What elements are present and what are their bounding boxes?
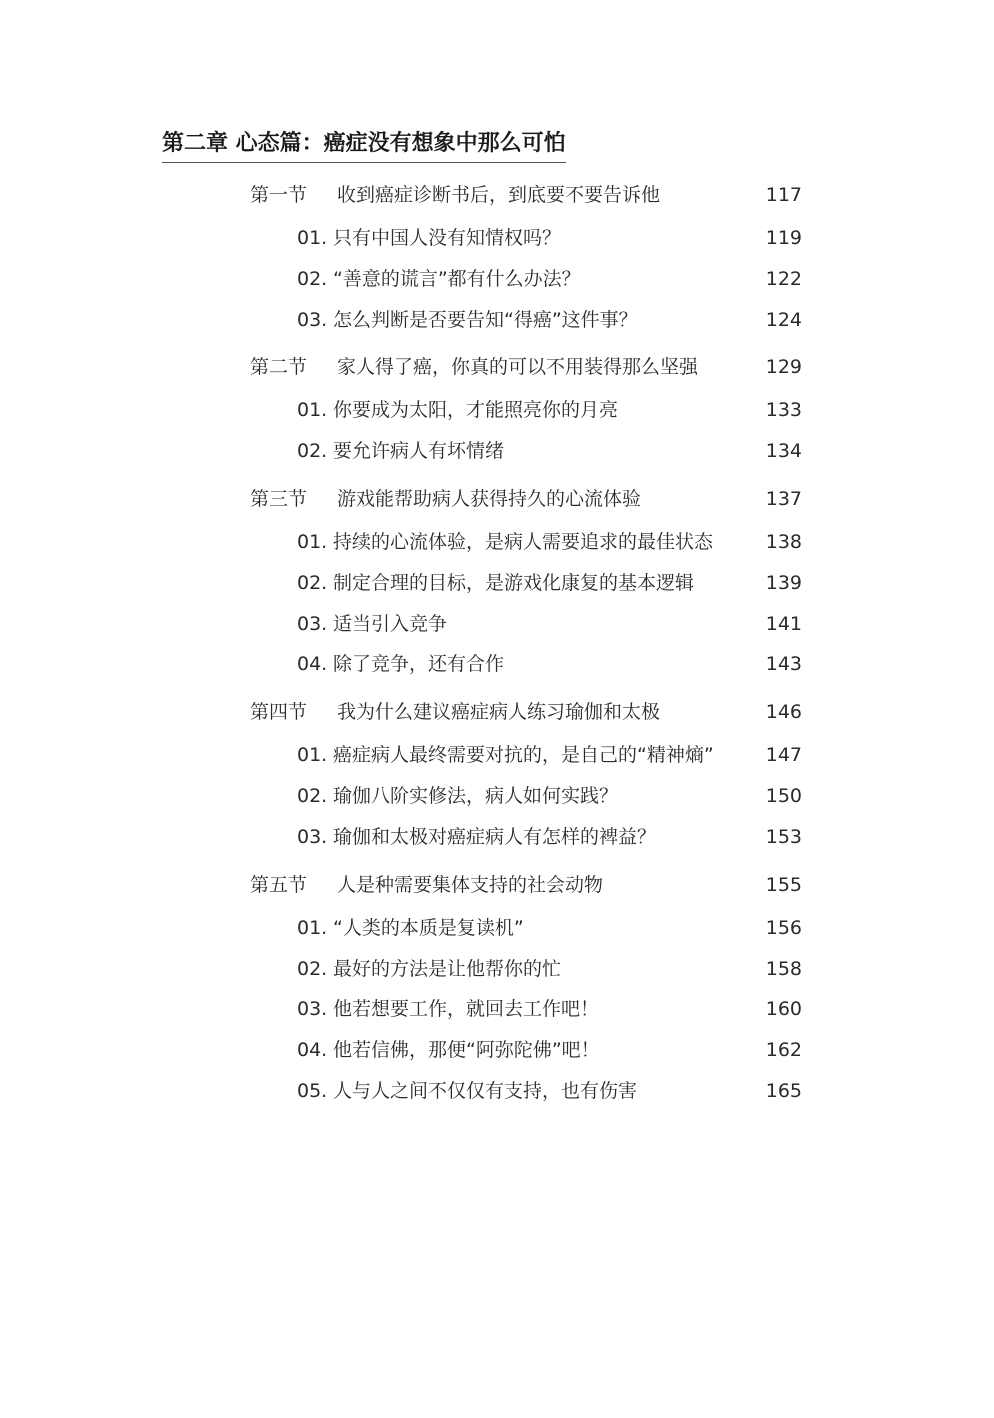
page-number: 138 bbox=[765, 531, 802, 553]
item-number: 04. bbox=[297, 1039, 328, 1061]
page-number: 137 bbox=[765, 488, 802, 510]
page-number: 117 bbox=[765, 184, 802, 206]
item-number: 02. bbox=[297, 572, 328, 594]
item-title: 除了竞争，还有合作 bbox=[333, 653, 505, 675]
section-number: 第三节 bbox=[250, 488, 308, 510]
page-number: 158 bbox=[765, 958, 802, 980]
toc-item bbox=[297, 265, 581, 293]
item-title: 瑜伽和太极对癌症病人有怎样的裨益？ bbox=[333, 826, 657, 848]
toc-item bbox=[297, 437, 504, 465]
toc-item bbox=[297, 396, 618, 424]
page-number: 156 bbox=[765, 917, 802, 939]
item-number: 01. bbox=[297, 917, 328, 939]
toc-item bbox=[297, 569, 694, 597]
item-title: 他若想要工作，就回去工作吧！ bbox=[333, 998, 600, 1020]
toc-item bbox=[297, 914, 524, 942]
page-number: 165 bbox=[765, 1080, 802, 1102]
section-title: 家人得了癌，你真的可以不用装得那么坚强 bbox=[337, 356, 699, 378]
item-number: 02. bbox=[297, 958, 328, 980]
item-number: 01. bbox=[297, 744, 328, 766]
item-title: 人与人之间不仅仅有支持，也有伤害 bbox=[333, 1080, 638, 1102]
chapter-title: 第二章 心态篇：癌症没有想象中那么可怕 bbox=[162, 128, 566, 163]
item-number: 04. bbox=[297, 653, 328, 675]
toc-item bbox=[297, 955, 561, 983]
page-number: 134 bbox=[765, 440, 802, 462]
item-title: “人类的本质是复读机” bbox=[333, 917, 524, 939]
toc-section-3 bbox=[250, 485, 641, 513]
page-number: 122 bbox=[765, 268, 802, 290]
item-title: “善意的谎言”都有什么办法？ bbox=[333, 268, 581, 290]
section-number: 第五节 bbox=[250, 874, 308, 896]
toc-section-4 bbox=[250, 698, 660, 726]
toc-item bbox=[297, 782, 618, 810]
item-number: 03. bbox=[297, 998, 328, 1020]
item-number: 03. bbox=[297, 613, 328, 635]
toc-item bbox=[297, 1036, 600, 1064]
section-title: 游戏能帮助病人获得持久的心流体验 bbox=[337, 488, 642, 510]
toc-item bbox=[297, 650, 504, 678]
item-number: 03. bbox=[297, 309, 328, 331]
section-number: 第二节 bbox=[250, 356, 308, 378]
page-number: 119 bbox=[765, 227, 802, 249]
toc-section-5 bbox=[250, 871, 603, 899]
item-number: 01. bbox=[297, 531, 328, 553]
item-title: 只有中国人没有知情权吗？ bbox=[333, 227, 562, 249]
page-number: 124 bbox=[765, 309, 802, 331]
item-number: 03. bbox=[297, 826, 328, 848]
item-number: 05. bbox=[297, 1080, 328, 1102]
page-number: 150 bbox=[765, 785, 802, 807]
page-number: 147 bbox=[765, 744, 802, 766]
page-number: 146 bbox=[765, 701, 802, 723]
item-title: 适当引入竞争 bbox=[333, 613, 448, 635]
section-number: 第一节 bbox=[250, 184, 308, 206]
toc-item bbox=[297, 224, 561, 252]
page-number: 139 bbox=[765, 572, 802, 594]
item-title: 他若信佛，那便“阿弥陀佛”吧！ bbox=[333, 1039, 600, 1061]
page-number: 153 bbox=[765, 826, 802, 848]
item-title: 最好的方法是让他帮你的忙 bbox=[333, 958, 562, 980]
item-number: 02. bbox=[297, 440, 328, 462]
toc-item bbox=[297, 741, 714, 769]
section-title: 人是种需要集体支持的社会动物 bbox=[337, 874, 604, 896]
page-number: 143 bbox=[765, 653, 802, 675]
item-number: 01. bbox=[297, 227, 328, 249]
toc-section-1 bbox=[250, 181, 660, 209]
toc-item bbox=[297, 1077, 637, 1105]
toc-item bbox=[297, 995, 599, 1023]
page-number: 133 bbox=[765, 399, 802, 421]
page-number: 162 bbox=[765, 1039, 802, 1061]
toc-item bbox=[297, 610, 447, 638]
item-number: 02. bbox=[297, 268, 328, 290]
section-title: 收到癌症诊断书后，到底要不要告诉他 bbox=[337, 184, 661, 206]
item-title: 你要成为太阳，才能照亮你的月亮 bbox=[333, 399, 619, 421]
toc-item bbox=[297, 306, 638, 334]
item-title: 怎么判断是否要告知“得癌”这件事？ bbox=[333, 309, 638, 331]
toc-item bbox=[297, 823, 656, 851]
section-title: 我为什么建议癌症病人练习瑜伽和太极 bbox=[337, 701, 661, 723]
item-number: 02. bbox=[297, 785, 328, 807]
toc-item bbox=[297, 528, 713, 556]
toc-section-2 bbox=[250, 353, 698, 381]
item-title: 瑜伽八阶实修法，病人如何实践？ bbox=[333, 785, 619, 807]
item-title: 癌症病人最终需要对抗的，是自己的“精神熵” bbox=[333, 744, 714, 766]
item-title: 要允许病人有坏情绪 bbox=[333, 440, 505, 462]
item-number: 01. bbox=[297, 399, 328, 421]
item-title: 持续的心流体验，是病人需要追求的最佳状态 bbox=[333, 531, 714, 553]
page-number: 141 bbox=[765, 613, 802, 635]
item-title: 制定合理的目标，是游戏化康复的基本逻辑 bbox=[333, 572, 695, 594]
page-number: 129 bbox=[765, 356, 802, 378]
page-number: 160 bbox=[765, 998, 802, 1020]
section-number: 第四节 bbox=[250, 701, 308, 723]
page-number: 155 bbox=[765, 874, 802, 896]
